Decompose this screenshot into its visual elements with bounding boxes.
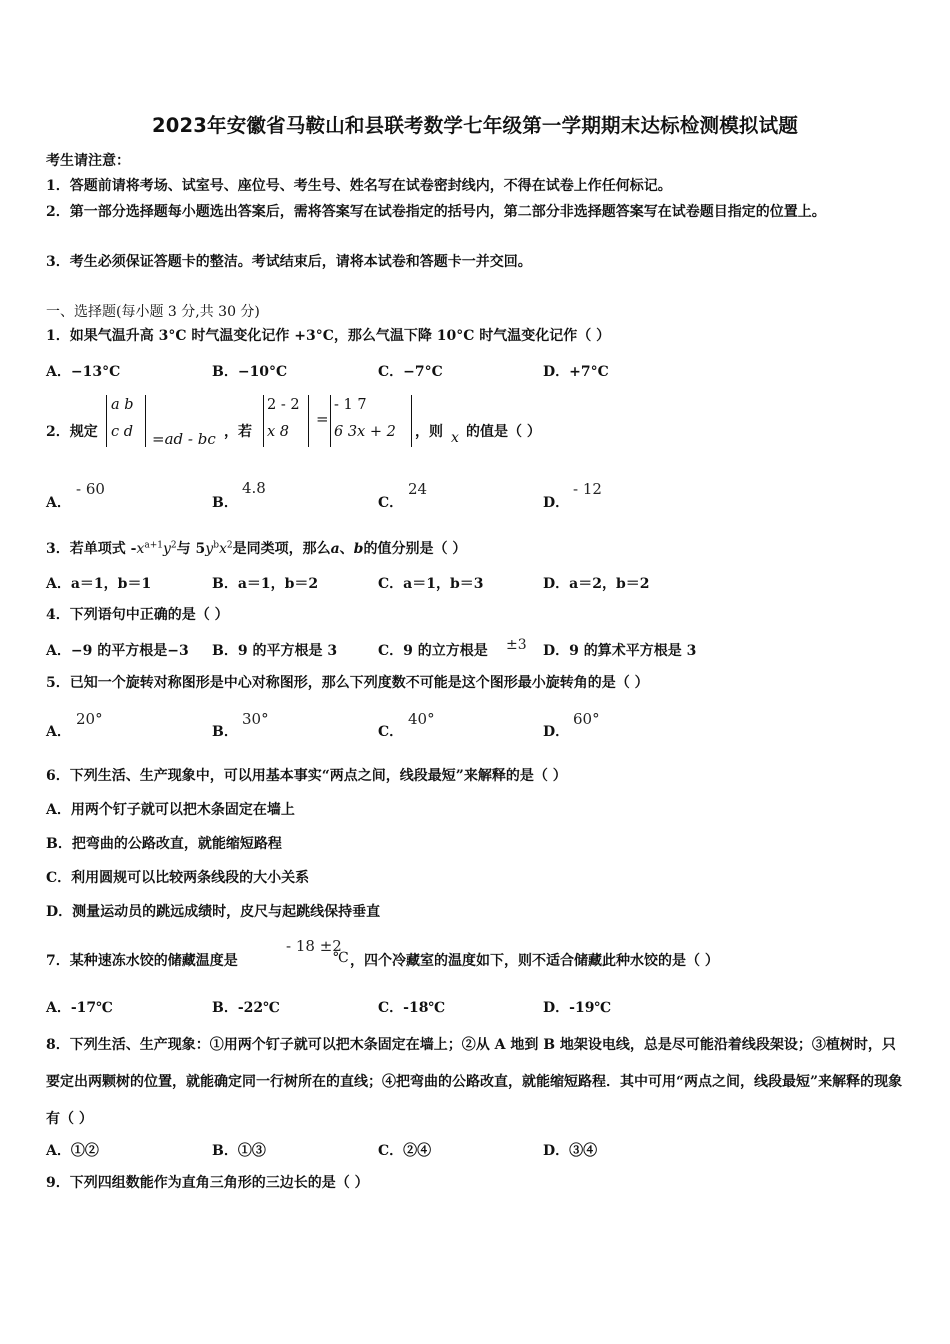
question-3-stem: 3．若单项式 $-x^{a+1}y^2$与 $5y^bx^2$是同类项，那么a、b的值分别是（ ） bbox=[46, 540, 467, 557]
q7-temperature-value: - 18 ±2 bbox=[286, 937, 342, 955]
q2-option-c-value: 24 bbox=[408, 480, 428, 498]
q5-option-b-value: 30° bbox=[242, 710, 269, 728]
q4-option-c: C．9 的立方根是 bbox=[378, 643, 488, 659]
q2-option-a-value: - 60 bbox=[76, 480, 105, 498]
q1-option-d: D．+7°C bbox=[543, 364, 609, 380]
q8-option-d: D．③④ bbox=[543, 1143, 598, 1159]
q5-option-b-label: B． bbox=[212, 724, 238, 740]
question-1-stem: 1．如果气温升高 3°C 时气温变化记作 +3°C，那么气温下降 10°C 时气温变化记作（ ） bbox=[46, 328, 611, 344]
notice-item-3: 3．考生必须保证答题卡的整洁。考试结束后，请将本试卷和答题卡一并交回。 bbox=[46, 254, 532, 270]
notice-item-1: 1．答题前请将考场、试室号、座位号、考生号、姓名写在试卷密封线内，不得在试卷上作任何标记。 bbox=[46, 178, 672, 194]
equals-sign: = bbox=[316, 410, 329, 428]
q2-option-d-label: D． bbox=[543, 495, 570, 511]
q7-option-a: A．-17℃ bbox=[46, 1000, 113, 1016]
q5-option-a-value: 20° bbox=[76, 710, 103, 728]
q4-option-c-value: ±3 bbox=[506, 637, 527, 653]
q8-option-b: B．①③ bbox=[212, 1143, 266, 1159]
q3-option-b: B．a＝1，b＝2 bbox=[212, 576, 319, 592]
q7-option-c: C．-18℃ bbox=[378, 1000, 446, 1016]
question-2-suffix: 的值是（ ） bbox=[466, 424, 541, 440]
question-6-stem: 6．下列生活、生产现象中，可以用基本事实“两点之间，线段最短”来解释的是（ ） bbox=[46, 768, 567, 784]
q6-option-c: C．利用圆规可以比较两条线段的大小关系 bbox=[46, 870, 310, 886]
q5-option-c-label: C． bbox=[378, 724, 404, 740]
q3-option-c: C．a＝1，b＝3 bbox=[378, 576, 484, 592]
q2-option-b-label: B． bbox=[212, 495, 238, 511]
q4-option-a: A．−9 的平方根是−3 bbox=[46, 643, 189, 659]
question-7-stem-b: ，四个冷藏室的温度如下，则不适合储藏此种水饺的是（ ） bbox=[350, 953, 719, 969]
q2-option-d-value: - 12 bbox=[573, 480, 602, 498]
question-2-mid: ，若 bbox=[224, 424, 252, 440]
matrix-left: 2 - 2 x 8 bbox=[263, 395, 309, 447]
q5-option-c-value: 40° bbox=[408, 710, 435, 728]
matrix-right: - 1 7 6 3x + 2 bbox=[330, 395, 412, 447]
question-9-stem: 9．下列四组数能作为直角三角形的三边长的是（ ） bbox=[46, 1175, 369, 1191]
q5-option-d-value: 60° bbox=[573, 710, 600, 728]
page-title: 2023年安徽省马鞍山和县联考数学七年级第一学期期末达标检测模拟试题 bbox=[151, 114, 799, 137]
q2-option-b-value: 4.8 bbox=[242, 479, 266, 497]
question-4-stem: 4．下列语句中正确的是（ ） bbox=[46, 607, 229, 623]
q1-option-c: C．−7°C bbox=[378, 364, 443, 380]
notice-item-2: 2．第一部分选择题每小题选出答案后，需将答案写在试卷指定的括号内，第二部分非选择题答案写在试卷题目指定的位置上。 bbox=[46, 204, 826, 220]
q2-option-c-label: C． bbox=[378, 495, 404, 511]
q6-option-b: B．把弯曲的公路改直，就能缩短路程 bbox=[46, 836, 282, 852]
matrix-definition: a b c d bbox=[106, 395, 146, 447]
question-2-then: ，则 bbox=[415, 424, 443, 440]
q6-option-d: D．测量运动员的跳远成绩时，皮尺与起跳线保持垂直 bbox=[46, 904, 381, 920]
q7-option-d: D．-19℃ bbox=[543, 1000, 612, 1016]
q5-option-d-label: D． bbox=[543, 724, 570, 740]
question-2-prefix: 2．规定 bbox=[46, 424, 98, 440]
q4-option-b: B．9 的平方根是 3 bbox=[212, 643, 338, 659]
q4-option-d: D．9 的算术平方根是 3 bbox=[543, 643, 697, 659]
q7-option-b: B．-22℃ bbox=[212, 1000, 280, 1016]
q2-option-a-label: A． bbox=[46, 495, 71, 511]
q1-option-b: B．−10°C bbox=[212, 364, 288, 380]
q3-option-a: A．a＝1，b＝1 bbox=[46, 576, 152, 592]
q7-unit: ℃ bbox=[333, 950, 349, 966]
determinant-formula: =ad - bc bbox=[152, 430, 216, 448]
variable-x: x bbox=[451, 430, 459, 446]
q8-option-a: A．①② bbox=[46, 1143, 99, 1159]
question-8-stem: 8．下列生活、生产现象：①用两个钉子就可以把木条固定在墙上；②从 A 地到 B 地架设电线，总是尽可能沿着线段架设；③植树时，只要定出两颗树的位置，就能确定同一行树所在的直线；④把弯曲的公路改直，就能缩短路程．其中可用“两点之间，线段最短”来解释的现象有（ ） bbox=[46, 1037, 903, 1127]
q5-option-a-label: A． bbox=[46, 724, 71, 740]
question-7-stem-a: 7．某种速冻水饺的储藏温度是 bbox=[46, 953, 238, 969]
question-5-stem: 5．已知一个旋转对称图形是中心对称图形，那么下列度数不可能是这个图形最小旋转角的是（ ） bbox=[46, 675, 649, 691]
q6-option-a: A．用两个钉子就可以把木条固定在墙上 bbox=[46, 802, 295, 818]
q1-option-a: A．−13°C bbox=[46, 364, 121, 380]
q3-option-d: D．a＝2，b＝2 bbox=[543, 576, 650, 592]
section-heading: 一、选择题(每小题 3 分,共 30 分) bbox=[46, 304, 260, 320]
q8-option-c: C．②④ bbox=[378, 1143, 432, 1159]
notice-heading: 考生请注意： bbox=[46, 153, 130, 169]
